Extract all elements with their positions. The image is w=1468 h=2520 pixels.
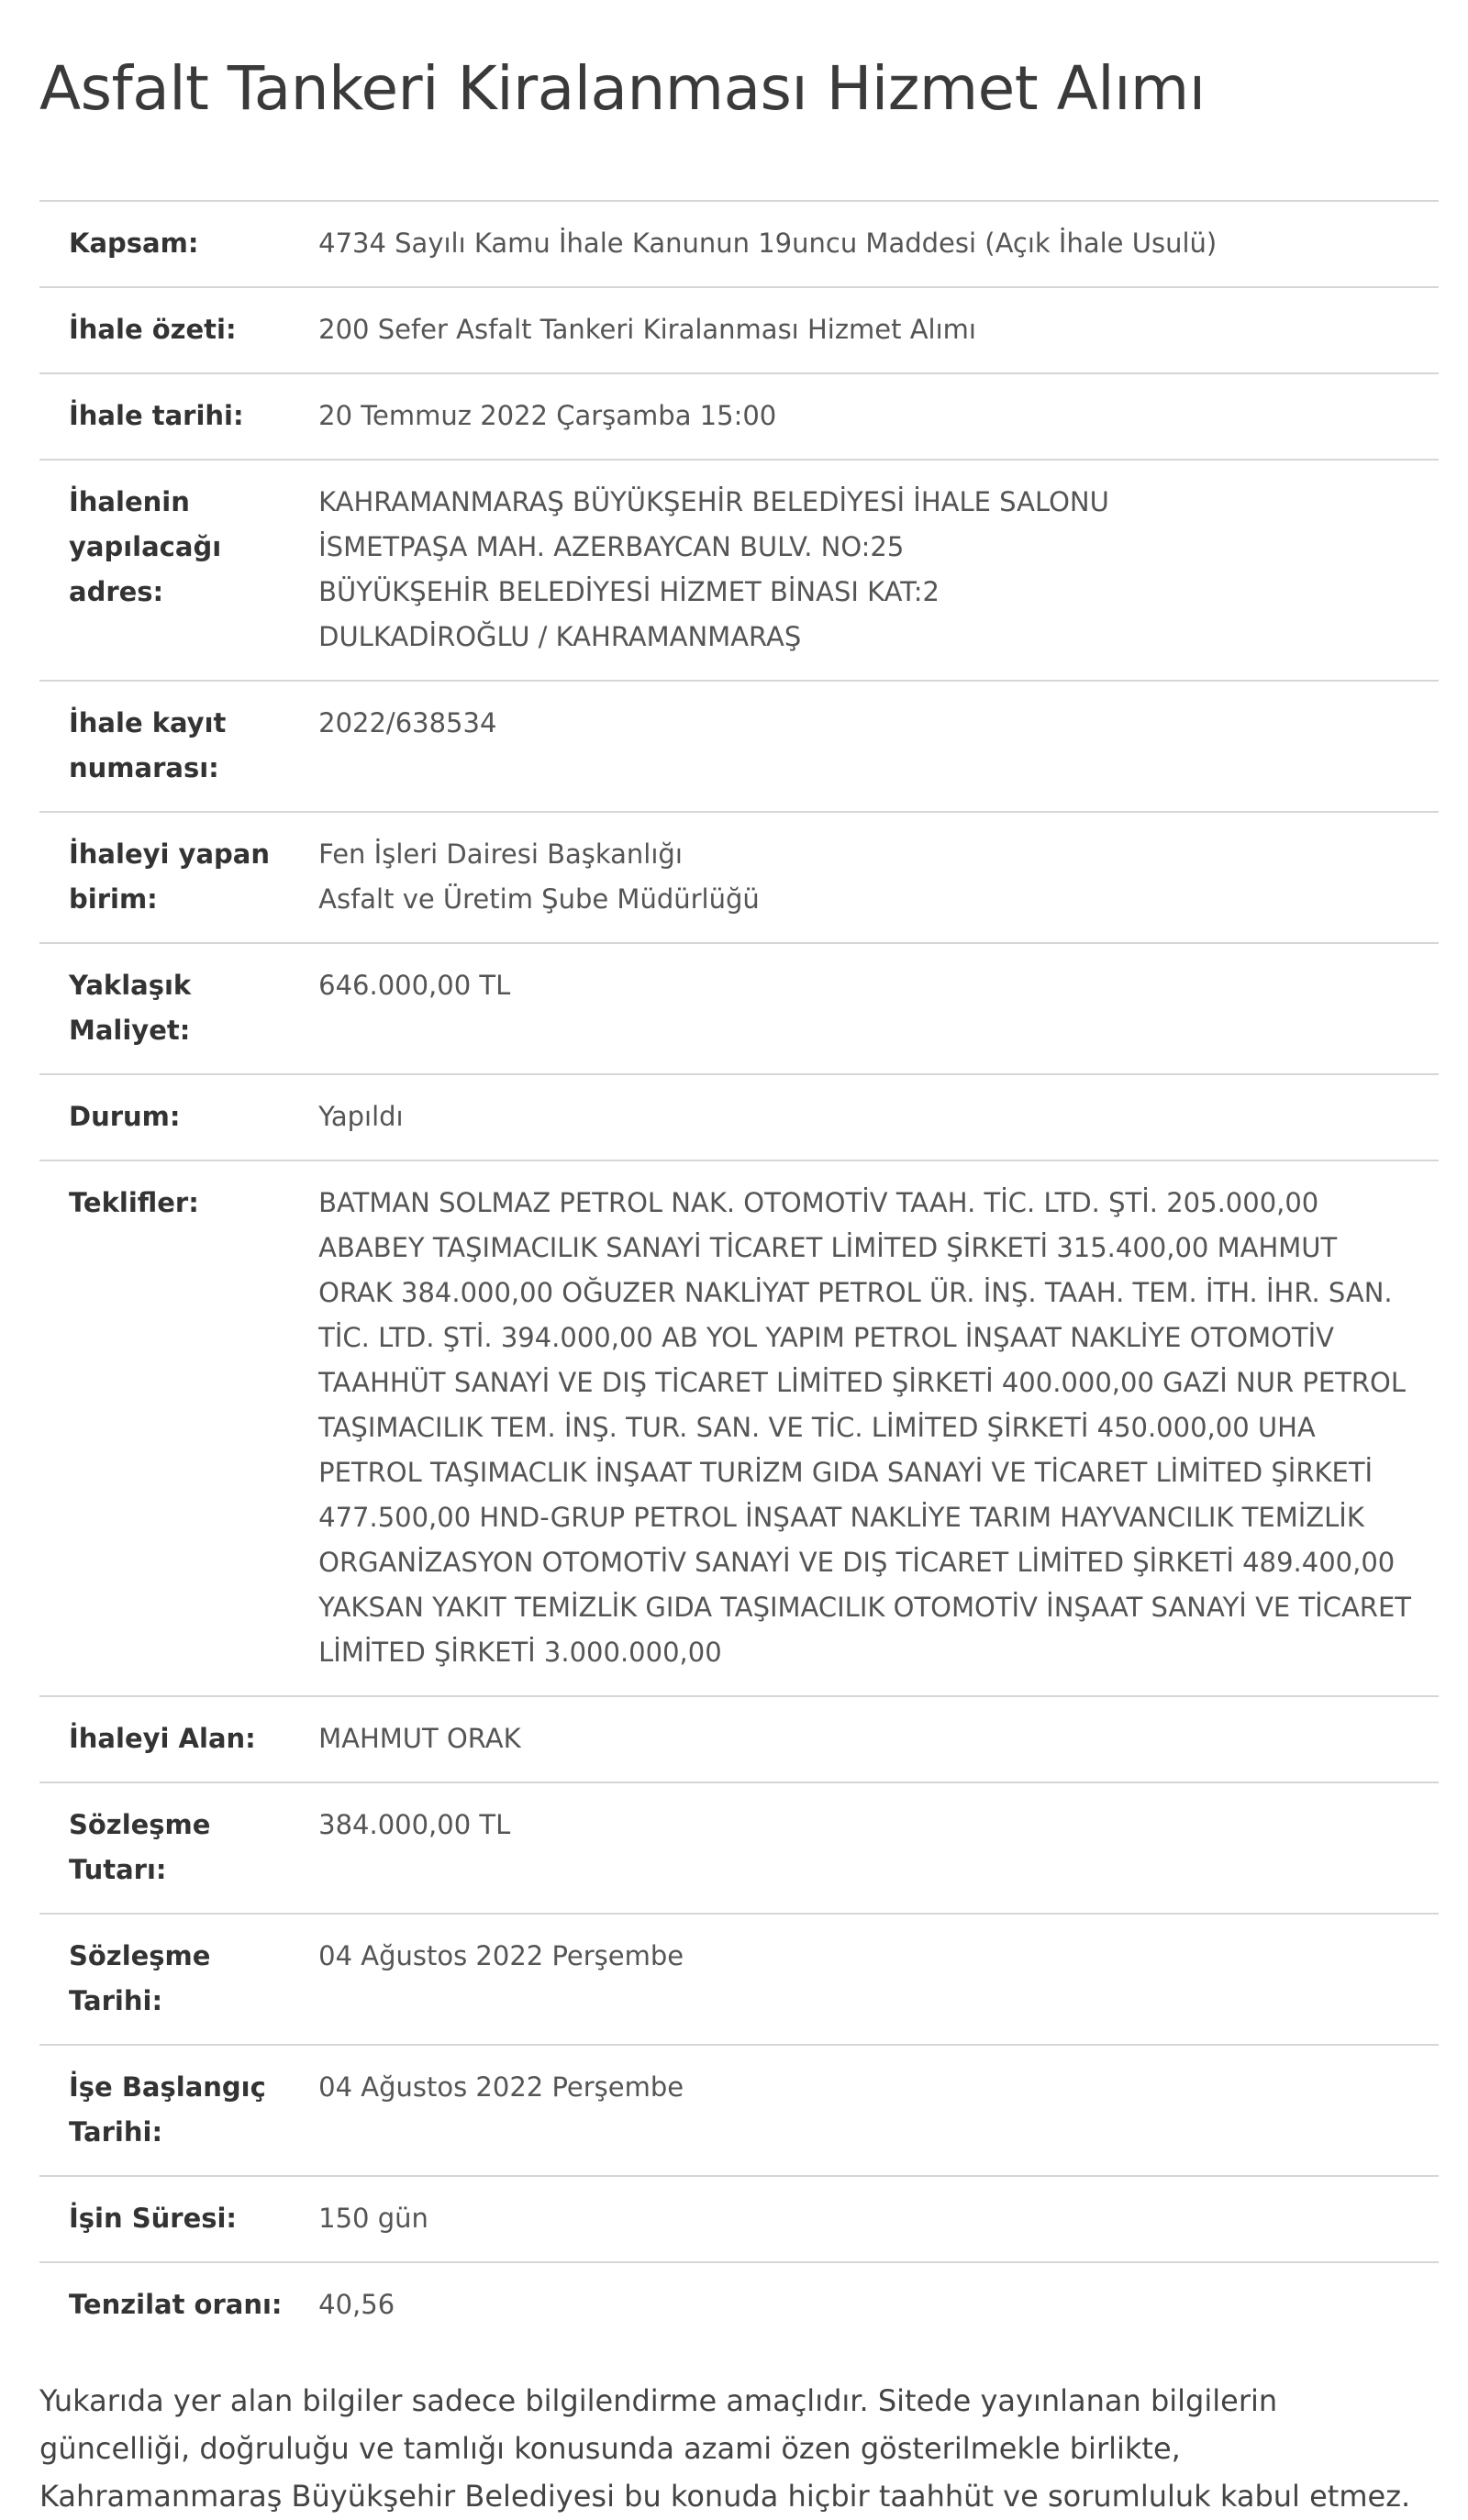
birim-line: Fen İşleri Dairesi Başkanlığı [318,838,683,870]
adres-line: KAHRAMANMARAŞ BÜYÜKŞEHİR BELEDİYESİ İHALE SALONU [318,486,1109,517]
birim-line: Asfalt ve Üretim Şube Müdürlüğü [318,883,760,915]
tenzilat-orani-value: 40,56 [318,2289,395,2320]
adres-line: BÜYÜKŞEHİR BELEDİYESİ HİZMET BİNASI KAT:2 [318,576,940,607]
kapsam-value: 4734 Sayılı Kamu İhale Kanunun 19uncu Maddesi (Açık İhale Usulü) [318,228,1218,259]
durum-label: Durum: [69,1101,181,1132]
teklifler-value [291,1160,1439,1696]
teklifler-line: ABABEY TAŞIMACILIK SANAYİ TİCARET LİMİTED ŞİRKETİ 315.400,00 MAHMUT [318,1232,1338,1263]
sozlesme-tutari-label: Sözleşme Tutarı: [69,1809,211,1885]
row-teklifler [39,1160,1439,1696]
row-kayit-numarasi [39,681,1439,812]
teklifler-line: 477.500,00 HND-GRUP PETROL İNŞAAT NAKLİYE TARIM HAYVANCILIK TEMİZLİK [318,1502,1364,1533]
teklifler-line: ORAK 384.000,00 OĞUZER NAKLİYAT PETROL ÜR. İNŞ. TAAH. TEM. İTH. İHR. SAN. [318,1277,1393,1308]
row-ise-baslangic [39,2045,1439,2176]
adres-line: DULKADİROĞLU / KAHRAMANMARAŞ [318,621,802,652]
teklifler-line: ORGANİZASYON OTOMOTİV SANAYİ VE DIŞ TİCARET LİMİTED ŞİRKETİ 489.400,00 [318,1547,1396,1578]
kayit-numarasi-value: 2022/638534 [318,707,497,738]
row-tenzilat-orani [39,2262,1439,2348]
ihale-ozeti-value: 200 Sefer Asfalt Tankeri Kiralanması Hizmet Alımı [318,314,976,345]
sozlesme-tutari-value: 384.000,00 TL [318,1809,511,1840]
row-durum [39,1074,1439,1160]
ihale-ozeti-label: İhale özeti: [69,314,237,345]
teklifler-line: TİC. LTD. ŞTİ. 394.000,00 AB YOL YAPIM PETROL İNŞAAT NAKLİYE OTOMOTİV [318,1322,1335,1353]
row-birim [39,812,1439,943]
adres-line: İSMETPAŞA MAH. AZERBAYCAN BULV. NO:25 [318,531,905,562]
birim-value [291,812,1439,943]
page-title: Asfalt Tankeri Kiralanması Hizmet Alımı [39,53,1206,124]
yaklasik-maliyet-value: 646.000,00 TL [318,970,511,1001]
disclaimer-text: Yukarıda yer alan bilgiler sadece bilgilendirme amaçlıdır. Sitede yayınlanan bilgilerin güncelliği, doğruluğu ve tamlığı konusunda azami özen gösterilmekle birlikte, Kahramanmaraş Büyükşehir Belediyesi bu konuda hiçbir taahhüt ve sorumluluk kabul etmez. [39,2383,1411,2514]
teklifler-line: LİMİTED ŞİRKETİ 3.000.000,00 [318,1637,722,1668]
kapsam-label: Kapsam: [69,228,199,259]
row-ihaleyi-alan [39,1696,1439,1782]
row-sozlesme-tarihi [39,1914,1439,2045]
sozlesme-tarihi-value: 04 Ağustos 2022 Perşembe [318,1940,684,1971]
adres-label: İhalenin yapılacağı adres: [69,486,222,607]
row-ihale-ozeti [39,287,1439,373]
tenzilat-orani-label: Tenzilat oranı: [69,2289,283,2320]
teklifler-line: PETROL TAŞIMACLIK İNŞAAT TURİZM GIDA SANAYİ VE TİCARET LİMİTED ŞİRKETİ [318,1457,1373,1488]
ihale-tarihi-value: 20 Temmuz 2022 Çarşamba 15:00 [318,400,777,431]
row-sozlesme-tutari [39,1782,1439,1914]
row-adres [39,460,1439,681]
row-kapsam [39,201,1439,287]
teklifler-label: Teklifler: [69,1187,199,1218]
isin-suresi-label: İşin Süresi: [69,2203,238,2234]
durum-value: Yapıldı [318,1101,404,1132]
adres-value [291,460,1439,681]
ise-baslangic-label: İşe Başlangıç Tarihi: [69,2071,266,2148]
teklifler-line: TAŞIMACILIK TEM. İNŞ. TUR. SAN. VE TİC. LİMİTED ŞİRKETİ 450.000,00 UHA [318,1412,1316,1443]
ise-baslangic-value: 04 Ağustos 2022 Perşembe [318,2071,684,2103]
sozlesme-tarihi-label: Sözleşme Tarihi: [69,1940,211,2016]
ihale-tarihi-label: İhale tarihi: [69,400,244,431]
teklifler-line: YAKSAN YAKIT TEMİZLİK GIDA TAŞIMACILIK OTOMOTİV İNŞAAT SANAYİ VE TİCARET [318,1592,1411,1623]
yaklasik-maliyet-label: Yaklaşık Maliyet: [69,970,192,1046]
ihaleyi-alan-label: İhaleyi Alan: [69,1723,256,1754]
isin-suresi-value: 150 gün [318,2203,428,2234]
tender-details-table [39,200,1439,2348]
kayit-numarasi-label: İhale kayıt numarası: [69,707,227,783]
row-isin-suresi [39,2176,1439,2262]
teklifler-line: TAAHHÜT SANAYİ VE DIŞ TİCARET LİMİTED ŞİRKETİ 400.000,00 GAZİ NUR PETROL [318,1367,1407,1398]
row-yaklasik-maliyet [39,943,1439,1074]
birim-label: İhaleyi yapan birim: [69,838,271,915]
row-ihale-tarihi [39,373,1439,460]
ihaleyi-alan-value: MAHMUT ORAK [318,1723,521,1754]
teklifler-line: BATMAN SOLMAZ PETROL NAK. OTOMOTİV TAAH. TİC. LTD. ŞTİ. 205.000,00 [318,1187,1319,1218]
